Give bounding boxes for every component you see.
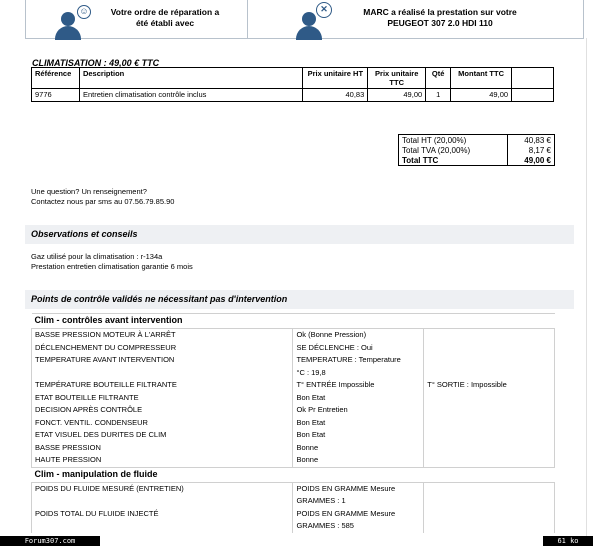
group-header-before: [32, 314, 555, 329]
check-extra: [424, 508, 555, 521]
controls-band: [25, 290, 574, 309]
table-row: [32, 442, 555, 455]
table-row: [32, 379, 555, 392]
total-ht-row: [399, 135, 555, 146]
check-extra: [424, 417, 555, 430]
person-wrench-icon: ✕: [296, 2, 336, 39]
check-extra: [424, 329, 555, 342]
header-description: Description: [79, 68, 302, 89]
header-reference: Référence: [32, 68, 80, 89]
check-result: TEMPERATURE : Temperature: [293, 354, 424, 367]
check-name: FONCT. VENTIL. CONDENSEUR: [32, 417, 293, 430]
table-row: [32, 520, 555, 533]
total-tva-label: Total TVA (20,00%): [399, 145, 508, 155]
check-name: POIDS TOTAL DU FLUIDE INJECTÉ: [32, 508, 293, 521]
check-result: GRAMMES : 585: [293, 520, 424, 533]
person-smiley-icon: ☺: [55, 5, 95, 39]
check-name: [32, 520, 293, 533]
check-name: BASSE PRESSION MOTEUR À L'ARRÊT: [32, 329, 293, 342]
table-row: [32, 404, 555, 417]
check-name: TEMPERATURE AVANT INTERVENTION: [32, 354, 293, 367]
question-block: [31, 187, 174, 207]
controls-title: Points de contrôle validés ne nécessitant pas d'intervention: [31, 294, 288, 304]
check-result: POIDS EN GRAMME Mesure: [293, 508, 424, 521]
check-name: ETAT BOUTEILLE FILTRANTE: [32, 392, 293, 405]
cell-description: Entretien climatisation contrôle inclus: [79, 89, 302, 102]
cell-qty: 1: [426, 89, 451, 102]
total-tva-value: 8,17 €: [508, 145, 555, 155]
section-title: CLIMATISATION : 49,00 € TTC: [32, 58, 160, 68]
items-table: [31, 67, 554, 102]
header-amount-ttc: Montant TTC: [451, 68, 512, 89]
table-row: [32, 495, 555, 508]
cell-reference: 9776: [32, 89, 80, 102]
table-row: [32, 508, 555, 521]
total-ttc-value: 49,00 €: [508, 155, 555, 166]
table-row: [32, 89, 554, 102]
check-name: POIDS DU FLUIDE MESURÉ (ENTRETIEN): [32, 482, 293, 495]
check-extra: [424, 404, 555, 417]
table-row: [32, 329, 555, 342]
header-unit-ht: Prix unitaire HT: [303, 68, 368, 89]
check-extra: [424, 442, 555, 455]
observations-text: [31, 252, 193, 272]
page-border: [586, 38, 587, 536]
check-name: [32, 495, 293, 508]
totals-table: [398, 134, 555, 166]
check-result: SE DÉCLENCHE : Oui: [293, 342, 424, 355]
header-right-line1: MARC a réalisé la prestation sur votre: [363, 7, 517, 17]
header-empty: [512, 68, 554, 89]
cell-amount-ttc: 49,00: [451, 89, 512, 102]
items-header-row: [32, 68, 554, 89]
observations-line1: Gaz utilisé pour la climatisation : r-134a: [31, 252, 163, 261]
check-name: [32, 367, 293, 380]
check-result: Bonne: [293, 442, 424, 455]
group-header-fluid: [32, 467, 555, 482]
cell-empty: [512, 89, 554, 102]
cell-unit-ttc: 49,00: [368, 89, 426, 102]
total-tva-row: [399, 145, 555, 155]
header-left-line1: Votre ordre de réparation a: [110, 7, 220, 17]
total-ttc-label: Total TTC: [399, 155, 508, 166]
check-result: Ok (Bonne Pression): [293, 329, 424, 342]
check-result: Bon Etat: [293, 392, 424, 405]
size-label: 61 ko: [543, 536, 593, 546]
total-ht-label: Total HT (20,00%): [399, 135, 508, 146]
table-row: [32, 392, 555, 405]
check-name: HAUTE PRESSION: [32, 454, 293, 467]
header-left-line2: été établi avec: [135, 18, 195, 28]
table-row: [32, 417, 555, 430]
group-title-fluid: Clim - manipulation de fluide: [32, 467, 555, 482]
check-result: °C : 19,8: [293, 367, 424, 380]
observations-title: Observations et conseils: [31, 229, 138, 239]
check-extra: [424, 495, 555, 508]
table-row: [32, 454, 555, 467]
header-unit-ttc: Prix unitaire TTC: [368, 68, 426, 89]
check-extra: [424, 367, 555, 380]
check-extra: T° SORTIE : Impossible: [424, 379, 555, 392]
observations-line2: Prestation entretien climatisation garantie 6 mois: [31, 262, 193, 271]
check-extra: [424, 454, 555, 467]
observations-band: [25, 225, 574, 244]
check-result: Bon Etat: [293, 417, 424, 430]
check-result: Bon Etat: [293, 429, 424, 442]
controls-table: [31, 313, 555, 533]
table-row: [32, 354, 555, 367]
table-row: [32, 367, 555, 380]
table-row: [32, 482, 555, 495]
table-row: [32, 429, 555, 442]
check-name: DÉCLENCHEMENT DU COMPRESSEUR: [32, 342, 293, 355]
header-left-text: [105, 7, 225, 29]
total-ht-value: 40,83 €: [508, 135, 555, 146]
table-row: [32, 342, 555, 355]
group-title-before: Clim - contrôles avant intervention: [32, 314, 555, 329]
cell-unit-ht: 40,83: [303, 89, 368, 102]
question-line2: Contactez nous par sms au 07.56.79.85.90: [31, 197, 175, 206]
header-right-text: [345, 7, 535, 29]
check-name: DECISION APRÈS CONTRÔLE: [32, 404, 293, 417]
check-result: POIDS EN GRAMME Mesure: [293, 482, 424, 495]
check-extra: [424, 429, 555, 442]
header-right-line2: PEUGEOT 307 2.0 HDI 110: [387, 18, 493, 28]
total-ttc-row: [399, 155, 555, 166]
check-name: TEMPÉRATURE BOUTEILLE FILTRANTE: [32, 379, 293, 392]
check-extra: [424, 482, 555, 495]
check-result: Bonne: [293, 454, 424, 467]
check-extra: [424, 354, 555, 367]
header-qty: Qté: [426, 68, 451, 89]
check-result: Ok Pr Entretien: [293, 404, 424, 417]
check-name: ETAT VISUEL DES DURITES DE CLIM: [32, 429, 293, 442]
check-extra: [424, 392, 555, 405]
question-line1: Une question? Un renseignement?: [31, 187, 147, 196]
check-name: BASSE PRESSION: [32, 442, 293, 455]
check-extra: [424, 520, 555, 533]
watermark-label: Forum307.com: [0, 536, 100, 546]
check-extra: [424, 342, 555, 355]
check-result: GRAMMES : 1: [293, 495, 424, 508]
check-result: T° ENTRÉE Impossible: [293, 379, 424, 392]
